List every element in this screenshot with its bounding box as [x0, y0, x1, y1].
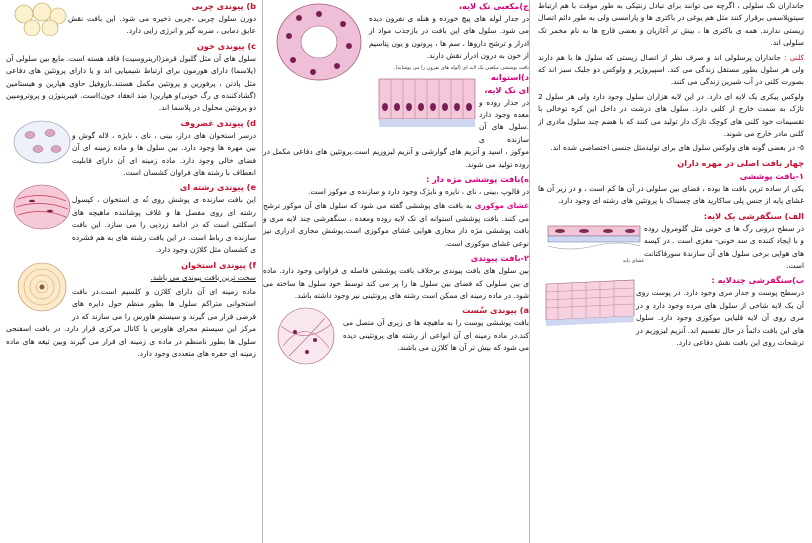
- heading-simple-squamous: الف) سنگفرشی یک لایه:: [703, 210, 804, 221]
- figure-stratified-squamous: [544, 276, 636, 326]
- cartilage-illustration: [12, 119, 72, 165]
- paragraph-adipose: دورن سلول چربی ،چربی ذخیره می شود. این بافت نقش عایق دمایی ، ضربه گیر و انرژی زایی دارد.: [68, 14, 256, 36]
- heading-bone: f) پیوندی استخوان: [181, 259, 256, 270]
- figure-bone: [12, 261, 72, 313]
- figure-caption: غشای پایه: [622, 257, 644, 264]
- paragraph-volvox-sexual: ٥- در بعضی گونه های ولوکس سلول های برای تولیدمثل جنسی اختصاصی شده اند.: [550, 143, 804, 153]
- stratified-squamous-illustration: [544, 276, 636, 326]
- columnar-illustration: [375, 73, 479, 133]
- figure-cartilage: [12, 119, 72, 165]
- paragraph-ciliated: در قالوپ ،بینی ، نای ، نایزه و نایژک وجود دارد و سازنده ی موکوز است.: [308, 187, 529, 197]
- paragraph-unicellular: جانداران تک سلولی ، اگرچه می توانند برای تبادل زنتیکی به طور موقت با هم ارتباط سیتوپلاسمی برقرار کنند مثل هم یوغی در باکتری ها و پارامسی ولی به طور دائم اتصال زیستی ندارند. همه ی باکتری ها ، بیش تر آغازیان و بعضی قارچ ها به نام مخمر تک سلولی اند.: [538, 1, 804, 48]
- colony-label: کلنی :: [783, 52, 804, 62]
- simple-squamous-illustration: [544, 212, 644, 258]
- paragraph-fibrous: این بافت سازنده ی پوشش روی تُه ی استخوان ، کپسول رشته ای روی مفصل ها و غلاف پوشاننده ماهیچه های اسکلتی است که در ادامه زردپی را می سازد. این بافت سازنده ی رباط است. در این بافت رشته های به هم فشرده ی کشسان مثل کلاژن وجود دارد.: [72, 195, 256, 255]
- heading-fibrous: e) پیوندی رشته ای: [179, 182, 256, 193]
- heading-ciliated: ه)بافت پوششی مژه دار :: [425, 174, 529, 185]
- loose-connective-illustration: [269, 306, 343, 366]
- paragraph-colony: [538, 52, 804, 89]
- bone-illustration: [12, 261, 72, 313]
- cuboidal-tubule-illustration: [269, 2, 369, 84]
- column-middle: [262, 0, 530, 543]
- paragraph-blood: سلول های آن مثل گلبول قرمز(اریتروسیت) فاقد هسته است. مایع بین سلولی آن (پلاسما) دارای هورمون برای ارتباط شیمیایی اند و یا دارای پروتئین های دفاعی مثل پادتن ، پرفورین و پروتئین مکمل هستند.بازوفیل حاوی هپارین و هیستامین (گشادکننده ی رگ خونی)و هپارین( ضد انعقاد خون)است. فیبرینوژن و پروترومبین دو پروتئین محلول در پلاسما اند.: [6, 53, 256, 113]
- heading-simple-columnar: د)استوانه ای تک لایه،: [484, 71, 529, 95]
- figure-loose-connective: [269, 306, 343, 366]
- paragraph-cartilage: درسر استخوان های دراز، بینی ، نای ، نایژه ، لاله گوش و بین مهره ها وجود دارد. بین سلول ها و ماده زمینه ای آن فضای خالی وجود دارد. ماده زمینه ای آن دارای قابلیت انعطاف با رشته های فراوان کشسان است.: [72, 130, 256, 178]
- adipose-illustration: [12, 2, 68, 36]
- figure-cuboidal: [269, 2, 369, 84]
- heading-connective: ٢-بافت پیوندی: [470, 253, 529, 264]
- paragraph-loose: بافت پوششی پوست را به ماهیچه ها ی زیری آن متصل می کند.در ماده زمینه ای آن انواعی از رشته های پروتئینی دیده می شود که بیش تر آن ها کلاژن می باشند.: [343, 318, 529, 353]
- heading-adipose: b) پیوندی چربی: [191, 1, 256, 11]
- heading-loose: a) پیوندی سُست: [462, 305, 529, 316]
- mucous-text: به بافت های پوششی گفته می شود که سلول های آن موکوز ترشح می کنند. بافت پوششی استوانه ای تک لایه روده ومعده ، سنگفرشی چند لایه مری و بافت پوششی مژه دار مجاری هوایی غشای موکوزی است.پوشش مجاری ادراری نیز نوعی غشای موکوزی است.: [263, 201, 529, 248]
- paragraph-bone: ماده زمینه ای آن دارای کلاژن و کلسیم است.در بافت استخوانی متراکم سلول ها بطور منظم حول دایره های فرضی قرار می گیرند و سیستم هاورس را می سازند که در مرکز این سیستم مجرای هاورس یا کانال مرکزی قرار دارد. در بافت اسفنجی سلول ها بطور نامنظم در ماده ی زمینه ای قرار می گیرند وبین تیغه های ماده زمینه ای حفره های متعددی وجود دارد.: [6, 286, 256, 358]
- heading-blood: c) پیوندی خون: [196, 40, 256, 51]
- heading-epithelial: ١-بافت پوششی: [739, 170, 804, 181]
- fibrous-connective-illustration: [12, 183, 72, 231]
- paragraph-connective: بین سلول های بافت پیوندی برخلاف بافت پوششی فاصله ی فراوانی وجود دارد. ماده ی بین سلولی که فضای بین سلول ها را پر می کند توسط خود سلول ها ساخته می شود. در ماده زمینه ای ممکن است رشته های پروتئینی نیز وجود داشته باشد.: [263, 266, 529, 300]
- paragraph-mucous: [263, 200, 529, 250]
- colony-text: جانداران پرسلولی اند و صرف نظر از اتصال زیستی که سلول ها با هم دارند ولی هر سلول بطور مستقل زندگی می کند. اسپیروژیر و ولوکس دو جلبک سبز اند که بصورت کلنی در آب شیرین زندگی می کنند.: [538, 52, 804, 87]
- mucous-label: غشای موکوزی: [474, 201, 529, 211]
- paragraph-simple-squamous: در سطح درونی رگ ها ی خونی مثل گلومرول روده و با ایجاد کننده ی سد خونی- مغزی است . در کیسه های هوایی برخی سلول های آن سازندۀ سورفاکتانت است.: [644, 223, 804, 270]
- heading-four-tissues: چهار بافت اصلی در مهره داران: [677, 157, 804, 168]
- column-left: [6, 0, 256, 543]
- paragraph-bone-intro: سخت ترین بافت پیوندی می باشد.: [150, 272, 256, 282]
- column-right: [538, 0, 804, 543]
- figure-simple-squamous: [544, 212, 644, 264]
- paragraph-volvox: ولوکس پیکری یک لایه ای دارد. در این لایه هزاران سلول وجود دارد ولی هر سلول 2 تاژک به سمت خارج از کلنی دارد. سلول های درشت در داخل این کره توخالی با تقسیمات خود کلنی های کوچک تازک دار تولید می کنند که با هضم چند سلول مادری از کلنی مادر خارج می شوند.: [538, 91, 804, 139]
- figure-fibrous: [12, 183, 72, 231]
- paragraph-simple-cuboidal: در جدار لوله های پیچ خورده و هنله ی نفرون دیده می شود. سلول های این بافت در بازجذب مواد از ادرار و ترشح داروها ، سم ها ، پروتون و یون پتاسیم از خون به درون ادرار نقش دارند.: [369, 14, 529, 61]
- figure-columnar: [375, 73, 479, 133]
- heading-cartilage: d) پیوندی غضروف: [180, 117, 256, 128]
- heading-simple-cuboidal: ج)مکعبی تک لایه،: [458, 1, 529, 11]
- paragraph-stratified-squamous: درسطح پوست و جدار مری وجود دارد. در پوست روی آن یک لایه شاخی از سلول های مرده وجود دارد و در مری روی آن لایه قلیایی موکوزی وجود دارد. سلول های این بافت دائماً در حال تقسیم اند. آنزیم لیزوزیم در ترشحات روی این بافت نقش دفاعی دارد.: [636, 288, 804, 347]
- heading-stratified-squamous: ب)سنگفرشی چندلایه :: [711, 275, 804, 286]
- paragraph-simple-columnar: در جدار روده و معده وجود دارد .سلول های آن سازنده ی موکوز ، اسید و آنزیم های گوارشی و آنزیم لیزوزیم است.پروتئین های دفاعی مکمل در روده تولید می شوند.: [263, 97, 529, 169]
- cuboidal-caption: بافت پوششی مکعبی یک لایه ای (لوله های نفرون را می پوشاند).: [393, 64, 529, 71]
- figure-adipose: [12, 2, 68, 36]
- paragraph-epithelial: یکی از ساده ترین بافت ها بوده ، فضای بین سلولی در آن ها کم است ، و در زیر آن ها غشای پایه از جنس پلی ساکارید های چسبناک با پروتئین های رشته ای وجود دارد.: [538, 183, 804, 206]
